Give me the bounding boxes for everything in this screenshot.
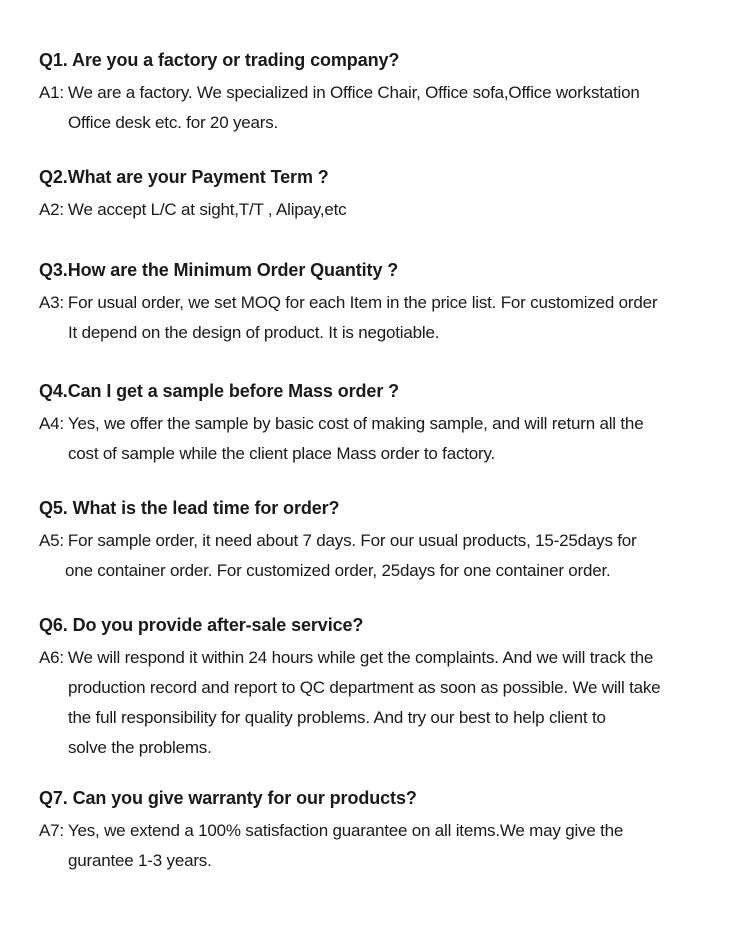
faq-answer-3-line-1 <box>39 288 729 318</box>
faq-answer-7-prefix: A7: <box>39 821 64 840</box>
faq-answer-6-line-2: production record and report to QC department as soon as possible. We will take <box>68 678 661 697</box>
faq-answer-6-text-1: We will respond it within 24 hours while get the complaints. And we will track the <box>67 648 654 667</box>
faq-answer-3-text-1: For usual order, we set MOQ for each Item in the price list. For customized order <box>67 293 658 312</box>
faq-item-1 <box>39 46 729 138</box>
faq-item-5 <box>39 494 729 586</box>
faq-answer-7 <box>39 816 729 876</box>
faq-answer-1-line-1 <box>39 78 729 108</box>
faq-answer-6-line-1 <box>39 643 729 673</box>
faq-answer-6-line-3: the full responsibility for quality problems. And try our best to help client to <box>68 708 606 727</box>
faq-question-2: Q2.What are your Payment Term ? <box>39 167 329 187</box>
faq-question-5: Q5. What is the lead time for order? <box>39 498 340 518</box>
faq-answer-5-line-1 <box>39 526 729 556</box>
faq-answer-2-prefix: A2: <box>39 200 64 219</box>
faq-answer-1-prefix: A1: <box>39 83 64 102</box>
faq-answer-6-prefix: A6: <box>39 648 64 667</box>
faq-question-3: Q3.How are the Minimum Order Quantity ? <box>39 260 399 280</box>
faq-answer-4-line-2: cost of sample while the client place Mass order to factory. <box>68 444 496 463</box>
faq-question-4: Q4.Can I get a sample before Mass order ? <box>39 381 400 401</box>
faq-answer-6 <box>39 643 729 763</box>
faq-answer-2-text-1: We accept L/C at sight,T/T , Alipay,etc <box>67 200 347 219</box>
faq-answer-4-prefix: A4: <box>39 414 64 433</box>
faq-answer-3 <box>39 288 729 348</box>
faq-question-7: Q7. Can you give warranty for our products? <box>39 788 417 808</box>
faq-answer-4-text-1: Yes, we offer the sample by basic cost of making sample, and will return all the <box>67 414 644 433</box>
faq-item-7 <box>39 784 729 876</box>
faq-answer-4 <box>39 409 729 469</box>
faq-answer-1-text-1: We are a factory. We specialized in Office Chair, Office sofa,Office workstation <box>67 83 640 102</box>
faq-answer-3-line-2: It depend on the design of product. It is negotiable. <box>68 323 440 342</box>
faq-answer-3-prefix: A3: <box>39 293 64 312</box>
faq-question-6: Q6. Do you provide after-sale service? <box>39 615 364 635</box>
faq-answer-7-text-1: Yes, we extend a 100% satisfaction guarantee on all items.We may give the <box>67 821 624 840</box>
faq-answer-6-line-4: solve the problems. <box>68 738 212 757</box>
faq-question-1: Q1. Are you a factory or trading company? <box>39 50 400 70</box>
faq-answer-2 <box>39 195 729 225</box>
faq-answer-5-line-2: one container order. For customized order, 25days for one container order. <box>65 561 611 580</box>
faq-answer-1-line-2: Office desk etc. for 20 years. <box>68 113 279 132</box>
faq-answer-5 <box>39 526 729 586</box>
faq-answer-1 <box>39 78 729 138</box>
faq-answer-4-line-1 <box>39 409 729 439</box>
faq-item-6 <box>39 611 729 763</box>
faq-item-3 <box>39 256 729 348</box>
faq-answer-5-prefix: A5: <box>39 531 64 550</box>
faq-item-2 <box>39 163 729 225</box>
faq-item-4 <box>39 377 729 469</box>
faq-answer-7-line-2: gurantee 1-3 years. <box>68 851 212 870</box>
faq-answer-5-text-1: For sample order, it need about 7 days. For our usual products, 15-25days for <box>67 531 637 550</box>
faq-answer-7-line-1 <box>39 816 729 846</box>
faq-answer-2-line-1 <box>39 195 729 225</box>
